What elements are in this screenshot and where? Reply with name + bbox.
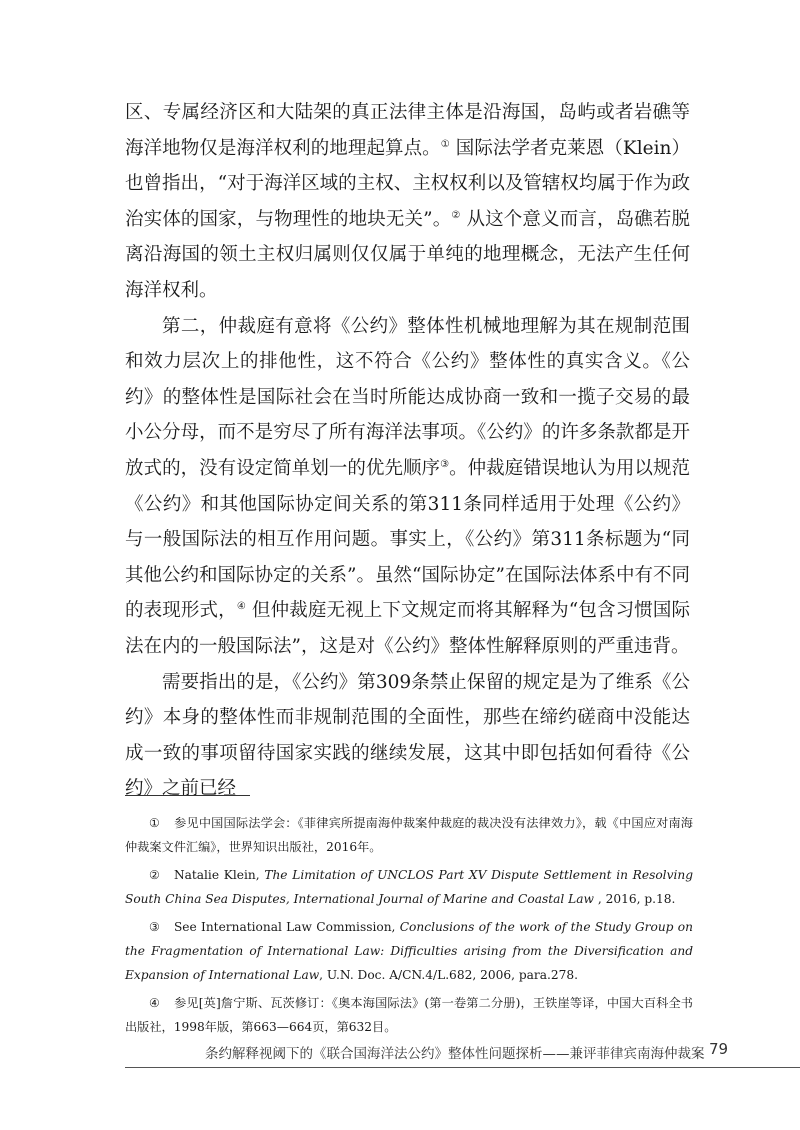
- footnote-ref-3[interactable]: ③: [440, 458, 450, 470]
- footnote-number: ③: [149, 920, 160, 934]
- footnote-citation: , 2016, p.18.: [593, 892, 676, 906]
- footer-rule: [125, 1067, 800, 1068]
- footnote-author: Natalie Klein,: [173, 868, 265, 882]
- footnote-4: [125, 991, 693, 1039]
- footnote-number: ①: [149, 816, 160, 830]
- footnote-citation: , U.N. Doc. A/CN.4/L.682, 2006, para.278.: [319, 968, 579, 982]
- footnote-separator: [125, 795, 250, 796]
- paragraph-text: 需要指出的是，《公约》第309条禁止保留的规定是为了维系《公约》本身的整体性而非规制范围的全面性，那些在缔约磋商中没能达成一致的事项留待国家实践的继续发展，这其中即包括如何看待《公约》之前已经: [125, 671, 690, 800]
- footnote-title: Conclusions of the work of the Study Group on the Fragmentation of International Law: Difficulties arising from the Diversification and Expansion of International Law: [125, 920, 693, 982]
- main-text: [125, 95, 690, 807]
- footnote-2: [125, 863, 693, 911]
- footnote-ref-2[interactable]: ②: [451, 209, 461, 221]
- page-number: 79: [709, 1040, 729, 1058]
- footnote-number: ④: [149, 996, 160, 1010]
- paragraph-text: 但仲裁庭无视上下文规定而将其解释为“包含习惯国际法在内的一般国际法”，这是对《公约》整体性解释原则的严重违背。: [125, 600, 690, 657]
- footnote-1: [125, 811, 693, 859]
- paragraph-3: [125, 665, 690, 807]
- paragraph-text: 从这个意义而言，岛礁若脱离沿海国的领土主权归属则仅仅属于单纯的地理概念，无法产生任何海洋权利。: [125, 208, 690, 301]
- paragraph-text: 区、专属经济区和大陆架的真正法律主体是沿海国，岛屿或者岩礁等海洋地物仅是海洋权利的地理起算点。: [125, 102, 690, 159]
- footnote-author: See International Law Commission,: [173, 920, 400, 934]
- footnote-text: 参见[英]詹宁斯、瓦茨修订：《奥本海国际法》(第一卷第二分册)，王铁崖等译，中国大百科全书出版社，1998年版，第663—664页，第632目。: [125, 996, 693, 1034]
- paragraph-text: 国际法学者克莱恩（Klein）也曾指出，“对于海洋区域的主权、主权权利以及管辖权均属于作为政治实体的国家，与物理性的地块无关”。: [125, 137, 690, 230]
- footnote-number: ②: [149, 868, 160, 882]
- footnote-text: 参见中国国际法学会：《菲律宾所提南海仲裁案仲裁庭的裁决没有法律效力》，载《中国应对南海仲裁案文件汇编》，世界知识出版社，2016年。: [125, 816, 693, 854]
- paragraph-1: [125, 95, 690, 309]
- footnote-3: [125, 915, 693, 987]
- paragraph-text: 第二，仲裁庭有意将《公约》整体性机械地理解为其在规制范围和效力层次上的排他性，这不符合《公约》整体性的真实含义。《公约》的整体性是国际社会在当时所能达成协商一致和一揽子交易的最小公分母，而不是穷尽了所有海洋法事项。《公约》的许多条款都是开放式的，没有设定简单划一的优先顺序: [125, 315, 690, 479]
- running-title: 条约解释视阈下的《联合国海洋法公约》整体性问题探析——兼评菲律宾南海仲裁案: [205, 1046, 705, 1062]
- footnotes: [125, 811, 693, 1043]
- footnote-title: The Limitation of UNCLOS Part XV Dispute Settlement in Resolving South China Sea Disputes, International Journal of Marine and Coastal Law: [125, 868, 693, 906]
- paragraph-text: 。仲裁庭错误地认为用以规范《公约》和其他国际协定间关系的第311条同样适用于处理《公约》与一般国际法的相互作用问题。事实上，《公约》第311条标题为“同其他公约和国际协定的关系”。虽然“国际协定”在国际法体系中有不同的表现形式，: [125, 457, 690, 622]
- footnote-ref-4[interactable]: ④: [236, 601, 246, 613]
- footnote-ref-1[interactable]: ①: [440, 138, 450, 150]
- paragraph-2: [125, 309, 690, 665]
